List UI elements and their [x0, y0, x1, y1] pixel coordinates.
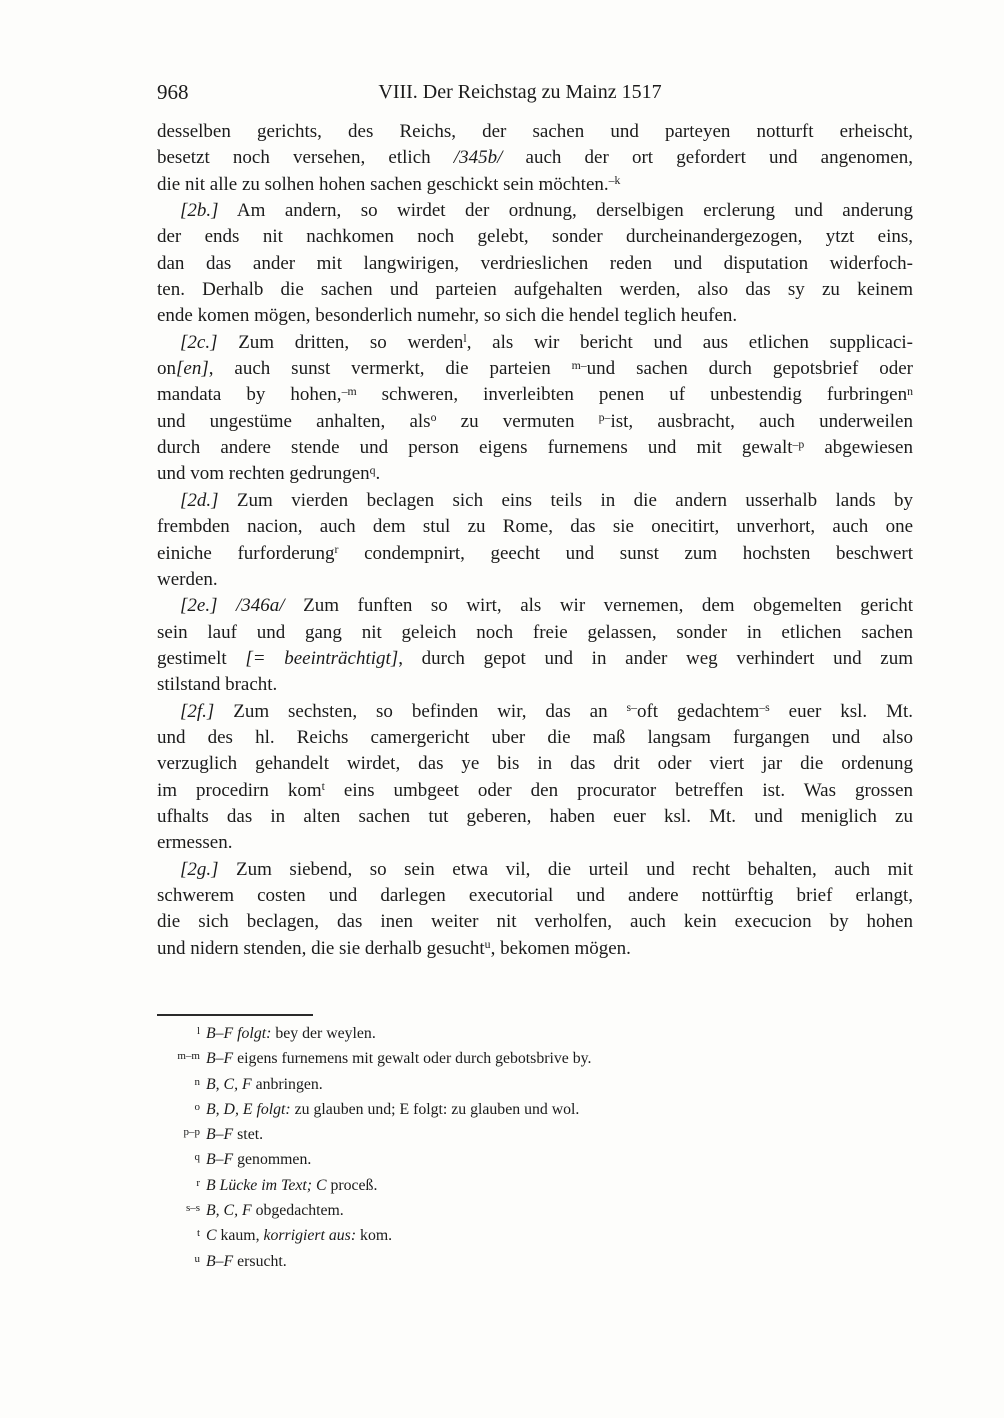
italic-text-run: [= beeinträchtigt] [245, 647, 399, 669]
italic-text-run: B–F [206, 1050, 234, 1068]
footnote-marker: o [194, 1100, 200, 1113]
text-run: kom. [356, 1227, 393, 1245]
text-line [157, 541, 913, 567]
text-run: zu glauben und; E folgt: zu glauben und wol. [290, 1100, 580, 1118]
text-run: proceß. [326, 1176, 378, 1194]
text-run: ende komen mögen, besonderlich numehr, so sich die hendel teglich heufen. [157, 305, 738, 327]
footnote-marker: l [196, 1025, 200, 1037]
text-line [157, 461, 913, 487]
text-run: ersucht. [233, 1252, 287, 1270]
text-run: bey der weylen. [271, 1025, 376, 1042]
footnote [157, 1123, 913, 1148]
footnote [157, 1224, 913, 1249]
text-run: anbringen. [251, 1075, 323, 1093]
text-run: und vom rechten gedrungen [157, 463, 370, 485]
footnote-marker: q [194, 1151, 200, 1164]
text-run: der ends nit nachkomen noch gelebt, sonder durcheinandergezogen, ytzt eins, [157, 226, 913, 248]
text-line [157, 620, 913, 646]
text-run: sein lauf und gang nit geleich noch freie gelassen, sonder in etlichen sachen [157, 621, 913, 643]
text-line [157, 804, 913, 830]
apparatus-reference: n [907, 385, 913, 399]
italic-text-run: [2c.] [180, 331, 218, 353]
text-line [157, 593, 913, 619]
apparatus-reference: t [321, 780, 325, 794]
text-run: , auch sunst vermerkt, die parteien [208, 358, 572, 380]
text-run: im procedirn kom [157, 779, 322, 801]
text-run: werden. [157, 568, 218, 590]
italic-text-run: B–F folgt: [206, 1025, 272, 1042]
footnote-marker: r [196, 1176, 200, 1189]
footnote-marker: s–s [185, 1202, 200, 1215]
footnote-marker: m–m [177, 1050, 200, 1063]
text-run: ermessen. [157, 832, 233, 854]
text-run: stilstand bracht. [157, 674, 278, 696]
text-line [157, 198, 913, 224]
text-run: on [157, 358, 176, 380]
footnote [157, 1148, 913, 1173]
text-run: genommen. [233, 1151, 312, 1169]
footnote-marker: u [194, 1252, 200, 1265]
text-run: . [375, 463, 381, 485]
paragraph [157, 330, 913, 488]
text-run: , durch gepot und in ander weg verhindert und zum [398, 647, 914, 669]
text-run: durch andere stende und person eigens furnemens und mit gewalt [157, 437, 793, 459]
text-run: , bekomen mögen. [490, 937, 631, 959]
italic-text-run: B, C, F [206, 1202, 252, 1220]
text-run: zu vermuten [436, 410, 599, 432]
text-run: verzuglich gehandelt wirdet, das ye bis in das drit oder viert jar die ordenung [157, 753, 913, 775]
text-run: Zum siebend, so sein etwa vil, die urteil und recht behalten, auch mit [218, 858, 913, 880]
italic-text-run: /346a/ [236, 595, 285, 617]
apparatus-reference: –s [759, 701, 770, 715]
italic-text-run: B–F [206, 1151, 234, 1169]
text-run: schweren, inverleibten penen uf unbestendig furbringen [356, 384, 908, 406]
apparatus-reference: q [369, 464, 376, 478]
text-run: die nit alle zu solhen hohen sachen geschickt sein möchten. [157, 173, 609, 195]
italic-text-run: C [206, 1227, 217, 1245]
text-line [157, 725, 913, 751]
text-run: besetzt noch versehen, etlich [157, 147, 454, 169]
text-run: einiche furforderung [157, 542, 335, 564]
apparatus-reference: –k [608, 174, 621, 188]
text-line [157, 699, 913, 725]
text-line [157, 751, 913, 777]
text-run: stet. [233, 1126, 264, 1144]
text-run: Zum funften so wirt, als wir vernemen, dem obgemelten gericht [284, 595, 913, 617]
text-run: die sich beclagen, das inen weiter nit verholfen, auch kein execucion by hohen [157, 911, 913, 933]
text-run: frembden nacion, auch dem stul zu Rome, das sie onecitirt, unverhort, auch one [157, 516, 913, 538]
text-line [157, 119, 913, 145]
footnote-rule [157, 1014, 313, 1016]
paragraph [157, 198, 913, 330]
text-run: und sachen durch gepotsbrief oder [586, 358, 913, 380]
footnote [157, 1199, 913, 1224]
apparatus-reference: l [463, 332, 467, 346]
text-run: obgedachtem. [251, 1202, 344, 1220]
footnote-marker: p–p [183, 1126, 200, 1139]
paragraph [157, 857, 913, 962]
apparatus-reference: s– [626, 701, 637, 715]
body-text [157, 119, 913, 962]
text-run: Zum sechsten, so befinden wir, das an [214, 700, 627, 722]
text-line [157, 356, 913, 382]
apparatus-reference: u [484, 938, 491, 952]
apparatus-reference: o [430, 411, 437, 425]
paragraph [157, 593, 913, 698]
text-line [157, 145, 913, 171]
text-run: condempnirt, geecht und sunst zum hochsten beschwert [338, 542, 913, 564]
text-run: Zum dritten, so werden [217, 331, 464, 353]
footnote [157, 1073, 913, 1098]
footnote-text [206, 1126, 263, 1143]
footnote [157, 1250, 913, 1275]
text-run: auch der ort gefordert und angenomen, [502, 147, 913, 169]
text-line [157, 909, 913, 935]
text-run: und des hl. Reichs camergericht uber die maß langsam furgangen und also [157, 726, 913, 748]
footnote-marker: t [196, 1227, 200, 1240]
text-run: eigens furnemens mit gewalt oder durch gebotsbrive by. [233, 1050, 592, 1068]
text-run: eins umbgeet oder den procurator betreffen ist. Was grossen [324, 779, 914, 801]
text-run: und nidern stenden, die sie derhalb gesucht [157, 937, 485, 959]
text-run: Am andern, so wirdet der ordnung, derselbigen erclerung und anderung [218, 200, 913, 222]
italic-text-run: [2g.] [180, 858, 219, 880]
text-line [157, 936, 913, 962]
running-head: VIII. Der Reichstag zu Mainz 1517 [378, 81, 662, 103]
footnotes-list [157, 1022, 913, 1275]
text-line [157, 409, 913, 435]
italic-text-run: [2e.] [180, 595, 218, 617]
apparatus-reference: –p [792, 437, 805, 451]
text-line [157, 830, 913, 856]
italic-text-run: B, D, E folgt: [206, 1100, 291, 1118]
text-line [157, 224, 913, 250]
text-line [157, 330, 913, 356]
footnote [157, 1174, 913, 1199]
page-header [157, 80, 913, 106]
text-line [157, 567, 913, 593]
paragraph [157, 119, 913, 198]
footnote-text [206, 1177, 377, 1194]
text-run: , als wir bericht und aus etlichen supplicaci- [466, 331, 913, 353]
footnote-text [206, 1202, 344, 1219]
italic-text-run: B–F [206, 1126, 234, 1144]
apparatus-reference: m– [571, 358, 587, 372]
text-run: kaum, [216, 1227, 264, 1245]
footnote-text [206, 1025, 376, 1042]
text-line [157, 778, 913, 804]
footnote-text [206, 1151, 311, 1168]
footnote-text [206, 1227, 392, 1244]
text-line [157, 514, 913, 540]
italic-text-run: /345b/ [453, 147, 503, 169]
apparatus-reference: r [334, 543, 339, 557]
italic-text-run: B, C, F [206, 1075, 252, 1093]
italic-text-run: B–F [206, 1252, 234, 1270]
text-line [157, 251, 913, 277]
text-line [157, 672, 913, 698]
footnote [157, 1047, 913, 1072]
text-run: mandata by hohen, [157, 384, 342, 406]
footnote-text [206, 1076, 323, 1093]
italic-text-run: [2d.] [180, 489, 219, 511]
text-line [157, 488, 913, 514]
text-run: ten. Derhalb die sachen und parteien aufgehalten werden, also das sy zu keinem [157, 279, 913, 301]
italic-text-run: B Lücke im Text; C [206, 1176, 327, 1194]
text-line [157, 435, 913, 461]
text-line [157, 382, 913, 408]
footnote-text [206, 1101, 579, 1118]
text-run: ufhalts das in alten sachen tut geberen, haben euer ksl. Mt. und meniglich zu [157, 805, 913, 827]
apparatus-reference: p– [598, 411, 611, 425]
text-run: euer ksl. Mt. [769, 700, 913, 722]
footnote-text [206, 1253, 287, 1270]
italic-text-run: [2f.] [180, 700, 215, 722]
text-run: gestimelt [157, 647, 246, 669]
footnote-marker: n [194, 1075, 200, 1088]
italic-text-run: [en] [176, 358, 209, 380]
text-line [157, 646, 913, 672]
text-line [157, 857, 913, 883]
text-line [157, 277, 913, 303]
paragraph [157, 488, 913, 593]
text-line [157, 303, 913, 329]
text-run: abgewiesen [804, 437, 913, 459]
paragraph [157, 699, 913, 857]
text-line [157, 172, 913, 198]
italic-text-run: korrigiert aus: [263, 1227, 357, 1245]
text-run: schwerem costen und darlegen executorial und andere nottürftig brief erlangt, [157, 884, 913, 906]
text-run: desselben gerichts, des Reichs, der sachen und parteyen notturft erheischt, [157, 121, 913, 142]
page-number: 968 [157, 80, 189, 104]
text-run: ist, ausbracht, auch underweilen [610, 410, 913, 432]
footnote [157, 1098, 913, 1123]
footnote [157, 1022, 913, 1047]
text-run: Zum vierden beclagen sich eins teils in die andern usserhalb lands by [218, 489, 913, 511]
apparatus-reference: –m [341, 385, 357, 399]
text-line [157, 883, 913, 909]
text-run: und ungestüme anhalten, als [157, 410, 431, 432]
italic-text-run: [2b.] [180, 200, 219, 222]
text-run: oft gedachtem [636, 700, 760, 722]
footnote-text [206, 1050, 591, 1067]
text-run [217, 595, 236, 616]
text-run: dan das ander mit langwirigen, verdrieslichen reden und disputation widerfoch- [157, 252, 913, 274]
